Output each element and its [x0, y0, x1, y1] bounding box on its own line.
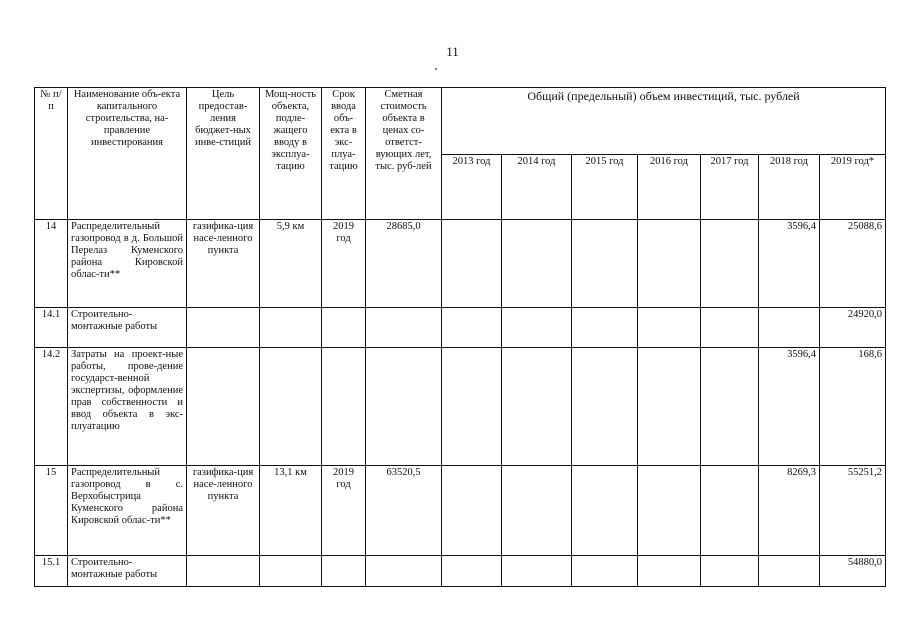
investment-table [34, 87, 886, 587]
row-year-value [759, 308, 820, 348]
header-year: 2018 год [759, 155, 820, 220]
table-row [35, 556, 886, 587]
row-purpose [187, 308, 260, 348]
row-year-value [638, 466, 701, 556]
row-year-value: 24920,0 [820, 308, 886, 348]
header-term: Срок ввода объ-екта в экс-плуа-тацию [322, 88, 366, 220]
row-year-value [572, 466, 638, 556]
header-cost: Сметная стоимость объекта в ценах со-ответст-вующих лет, тыс. руб-лей [366, 88, 442, 220]
row-name: Распределительный газопровод в д. Большой Перелаз Куменского района Кировской облас-ти** [68, 220, 187, 308]
row-year-value: 54880,0 [820, 556, 886, 587]
row-year-value [701, 466, 759, 556]
row-purpose: газифика-ция насе-ленного пункта [187, 220, 260, 308]
row-year-value [502, 556, 572, 587]
row-year-value [442, 556, 502, 587]
row-year-value [638, 556, 701, 587]
header-year: 2019 год* [820, 155, 886, 220]
row-year-value [442, 220, 502, 308]
row-term [322, 556, 366, 587]
row-name: Строительно-монтажные работы [68, 556, 187, 587]
row-year-value [572, 220, 638, 308]
row-cost: 28685,0 [366, 220, 442, 308]
row-year-value [701, 556, 759, 587]
header-year: 2015 год [572, 155, 638, 220]
row-cost [366, 308, 442, 348]
table-row [35, 308, 886, 348]
header-investment: Общий (предельный) объем инвестиций, тыс. рублей [442, 88, 886, 155]
header-year: 2017 год [701, 155, 759, 220]
row-capacity: 13,1 км [260, 466, 322, 556]
row-name: Строительно-монтажные работы [68, 308, 187, 348]
row-term [322, 308, 366, 348]
header-name: Наименование объ-екта капитального строительства, на-правление инвестирования [68, 88, 187, 220]
row-num: 14.2 [35, 348, 68, 466]
row-cost [366, 348, 442, 466]
page-number: 11 [446, 44, 459, 59]
row-year-value [502, 348, 572, 466]
row-purpose [187, 556, 260, 587]
row-cost [366, 556, 442, 587]
row-year-value [502, 308, 572, 348]
row-year-value [701, 220, 759, 308]
scan-speck [435, 68, 437, 70]
table-row [35, 220, 886, 308]
row-year-value [572, 556, 638, 587]
row-capacity [260, 348, 322, 466]
row-year-value: 168,6 [820, 348, 886, 466]
header-num: № п/п [35, 88, 68, 220]
row-year-value [502, 220, 572, 308]
table-row [35, 348, 886, 466]
row-term: 2019 год [322, 220, 366, 308]
header-year: 2016 год [638, 155, 701, 220]
row-year-value: 3596,4 [759, 220, 820, 308]
header-year: 2014 год [502, 155, 572, 220]
row-year-value: 55251,2 [820, 466, 886, 556]
row-year-value [572, 348, 638, 466]
row-term [322, 348, 366, 466]
row-year-value [442, 308, 502, 348]
row-year-value: 25088,6 [820, 220, 886, 308]
row-term: 2019 год [322, 466, 366, 556]
row-year-value [701, 308, 759, 348]
row-year-value [701, 348, 759, 466]
row-year-value [442, 466, 502, 556]
header-year: 2013 год [442, 155, 502, 220]
row-capacity: 5,9 км [260, 220, 322, 308]
row-capacity [260, 556, 322, 587]
row-name: Затраты на проект-ные работы, прове-дение государст-венной экспертизы, оформление прав собственности и ввод объекта в экс-плуатацию [68, 348, 187, 466]
row-purpose [187, 348, 260, 466]
row-capacity [260, 308, 322, 348]
row-num: 15.1 [35, 556, 68, 587]
row-num: 14.1 [35, 308, 68, 348]
row-year-value [638, 308, 701, 348]
header-row-top [35, 88, 886, 155]
table-row [35, 466, 886, 556]
row-year-value: 3596,4 [759, 348, 820, 466]
row-year-value [442, 348, 502, 466]
row-year-value [759, 556, 820, 587]
row-year-value: 8269,3 [759, 466, 820, 556]
row-cost: 63520,5 [366, 466, 442, 556]
row-year-value [638, 348, 701, 466]
row-purpose: газифика-ция насе-ленного пункта [187, 466, 260, 556]
row-num: 15 [35, 466, 68, 556]
header-purpose: Цель предостав-ления бюджет-ных инве-стиций [187, 88, 260, 220]
header-capacity: Мощ-ность объекта, подле-жащего вводу в эксплуа-тацию [260, 88, 322, 220]
row-num: 14 [35, 220, 68, 308]
row-year-value [638, 220, 701, 308]
row-name: Распределительный газопровод в с. Верхобыстрица Куменского района Кировской облас-ти** [68, 466, 187, 556]
row-year-value [572, 308, 638, 348]
row-year-value [502, 466, 572, 556]
